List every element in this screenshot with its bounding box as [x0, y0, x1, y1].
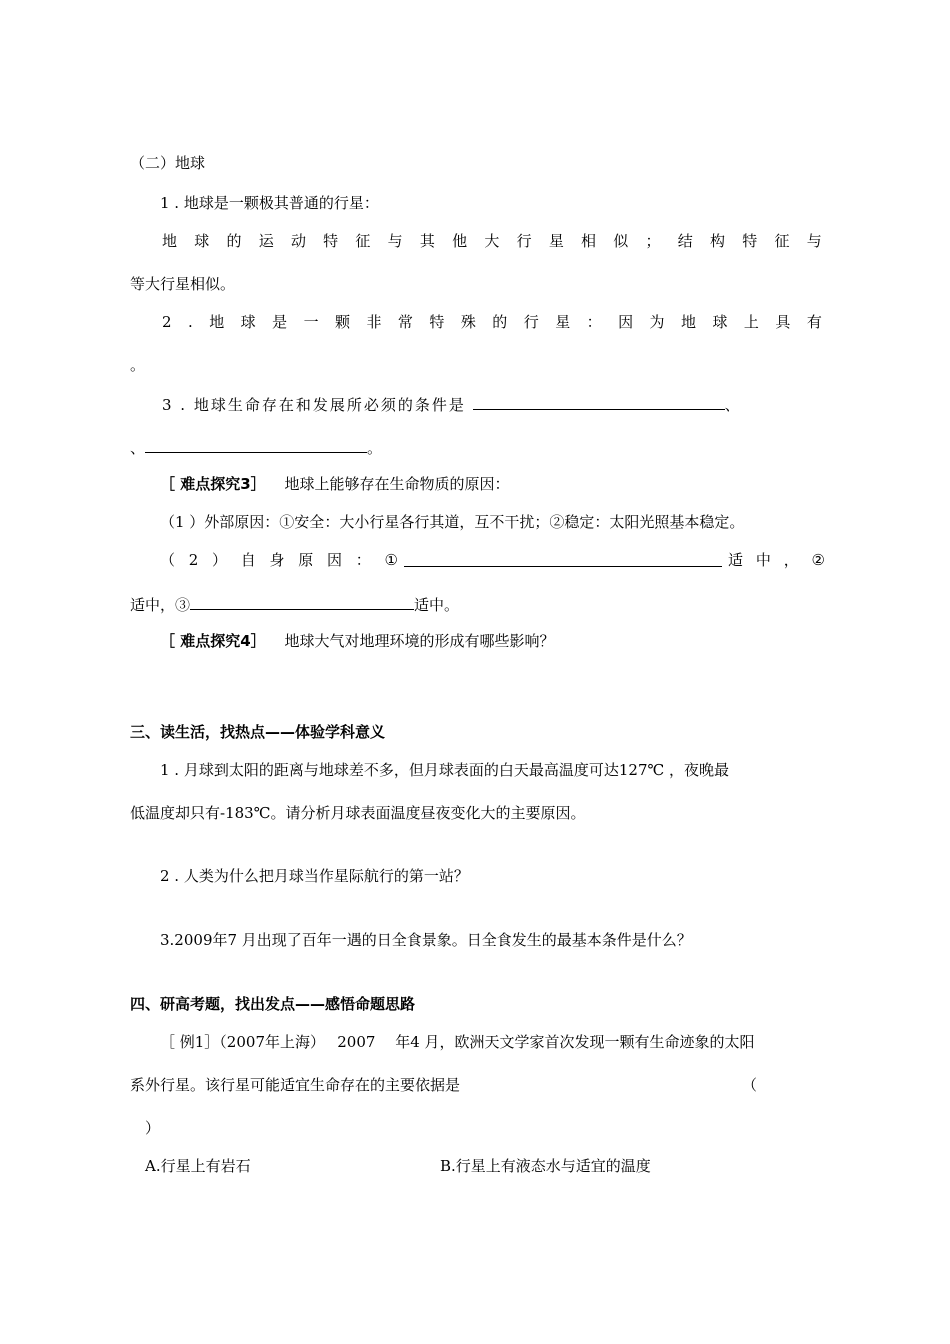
char: 为: [649, 313, 665, 331]
char: 殊: [460, 313, 476, 331]
explore-4-label: ［ 难点探究4］: [160, 632, 266, 650]
reason-2-line-b-end: 适中。: [414, 596, 460, 614]
answer-blank[interactable]: [145, 436, 367, 453]
char: 原: [298, 551, 314, 569]
char: ：: [586, 313, 602, 331]
answer-paren-close: ）: [145, 1119, 161, 1137]
char: 地: [209, 313, 225, 331]
item-1-line-b: 等大行星相似。: [130, 275, 236, 293]
char: 的: [492, 313, 508, 331]
char: 其: [419, 232, 435, 250]
reason-2-line-b: [130, 593, 459, 615]
section-3-q2: 2 . 人类为什么把月球当作星际航行的第一站？: [160, 867, 469, 885]
answer-blank[interactable]: [404, 550, 722, 567]
char: 动: [290, 232, 306, 250]
char: 中: [755, 551, 771, 569]
answer-paren-open: （: [742, 1076, 758, 1094]
char: 球: [194, 232, 210, 250]
item-3-line-b-end: 。: [367, 439, 383, 457]
item-2-line-a: [162, 312, 822, 332]
char: 征: [774, 232, 790, 250]
char: （: [160, 551, 176, 569]
section-4-heading: 四、研高考题，找出发点——感悟命题思路: [130, 995, 416, 1013]
char: ；: [645, 232, 661, 250]
char: ①: [384, 551, 398, 569]
char: 行: [516, 232, 532, 250]
char: 他: [452, 232, 468, 250]
char: 与: [387, 232, 403, 250]
section-heading-earth: （二）地球: [130, 154, 206, 172]
item-3-line-b-start: 、: [130, 439, 146, 457]
char: 星: [555, 313, 571, 331]
section-3-heading: 三、读生活，找热点——体验学科意义: [130, 723, 386, 741]
char: 球: [712, 313, 728, 331]
char: ）: [212, 551, 228, 569]
char: 有: [806, 313, 822, 331]
reason-2-line-b-start: 适中，③: [130, 596, 191, 614]
explore-3-text: 地球上能够存在生命物质的原因：: [284, 475, 510, 493]
char: 征: [355, 232, 371, 250]
char: ：: [355, 551, 371, 569]
char: 星: [548, 232, 564, 250]
char: 似: [613, 232, 629, 250]
char: 自: [240, 551, 256, 569]
answer-blank[interactable]: [473, 393, 725, 410]
char: 结: [677, 232, 693, 250]
char: 是: [272, 313, 288, 331]
char: 特: [742, 232, 758, 250]
item-3: [162, 393, 742, 415]
item-1: 1 . 地球是一颗极其普通的行星：: [160, 194, 379, 212]
char: ，: [783, 551, 799, 569]
char: 行: [523, 313, 539, 331]
char: 特: [429, 313, 445, 331]
item-2-line-b: 。: [130, 356, 146, 374]
char: 一: [303, 313, 319, 331]
char: 具: [775, 313, 791, 331]
reason-2-prefix: [160, 550, 398, 570]
char: .: [187, 313, 193, 331]
item-3-end: 、: [724, 396, 742, 414]
char: 构: [709, 232, 725, 250]
char: 地: [681, 313, 697, 331]
char: 2: [188, 551, 199, 569]
option-a[interactable]: A.行星上有岩石: [145, 1157, 251, 1175]
section-3-q3: 3.2009年7 月出现了百年一遇的日全食景象。日全食发生的最基本条件是什么？: [160, 931, 692, 949]
char: 的: [226, 232, 242, 250]
reason-1: （1 ）外部原因：①安全：大小行星各行其道，互不干扰；②稳定：太阳光照基本稳定。: [160, 513, 745, 531]
item-3-line-b: [130, 436, 382, 458]
char: 地: [162, 232, 178, 250]
char: 因: [327, 551, 343, 569]
section-3-q1-line-b: 低温度却只有-183℃。请分析月球表面温度昼夜变化大的主要原因。: [130, 804, 586, 822]
char: 非: [366, 313, 382, 331]
char: 因: [618, 313, 634, 331]
char: 颗: [335, 313, 351, 331]
char: 相: [581, 232, 597, 250]
example-1-line-b: 系外行星。该行星可能适宜生命存在的主要依据是: [130, 1076, 461, 1094]
char: 大: [484, 232, 500, 250]
char: 身: [269, 551, 285, 569]
char: 特: [323, 232, 339, 250]
explore-3: [160, 474, 509, 494]
char: 2: [162, 313, 172, 331]
reason-2-suffix: [728, 550, 825, 570]
explore-4-text: 地球大气对地理环境的形成有哪些影响？: [284, 632, 555, 650]
item-3-text: 3 . 地球生命存在和发展所必须的条件是: [162, 396, 466, 414]
char: 球: [240, 313, 256, 331]
char: 适: [728, 551, 744, 569]
option-b[interactable]: B.行星上有液态水与适宜的温度: [440, 1157, 651, 1175]
char: 与: [806, 232, 822, 250]
answer-blank[interactable]: [190, 593, 414, 610]
char: 运: [258, 232, 274, 250]
item-1-line-a: [162, 231, 822, 251]
explore-3-label: ［ 难点探究3］: [160, 475, 266, 493]
char: ②: [811, 551, 825, 569]
explore-4: [160, 631, 554, 651]
example-1-line-a: ［ 例1］（2007年上海） 2007 年4 月，欧洲天文学家首次发现一颗有生命迹象的太阳: [160, 1033, 755, 1051]
char: 上: [743, 313, 759, 331]
char: 常: [397, 313, 413, 331]
section-3-q1-line-a: 1 . 月球到太阳的距离与地球差不多，但月球表面的白天最高温度可达127℃ ，夜晚最: [160, 761, 730, 779]
